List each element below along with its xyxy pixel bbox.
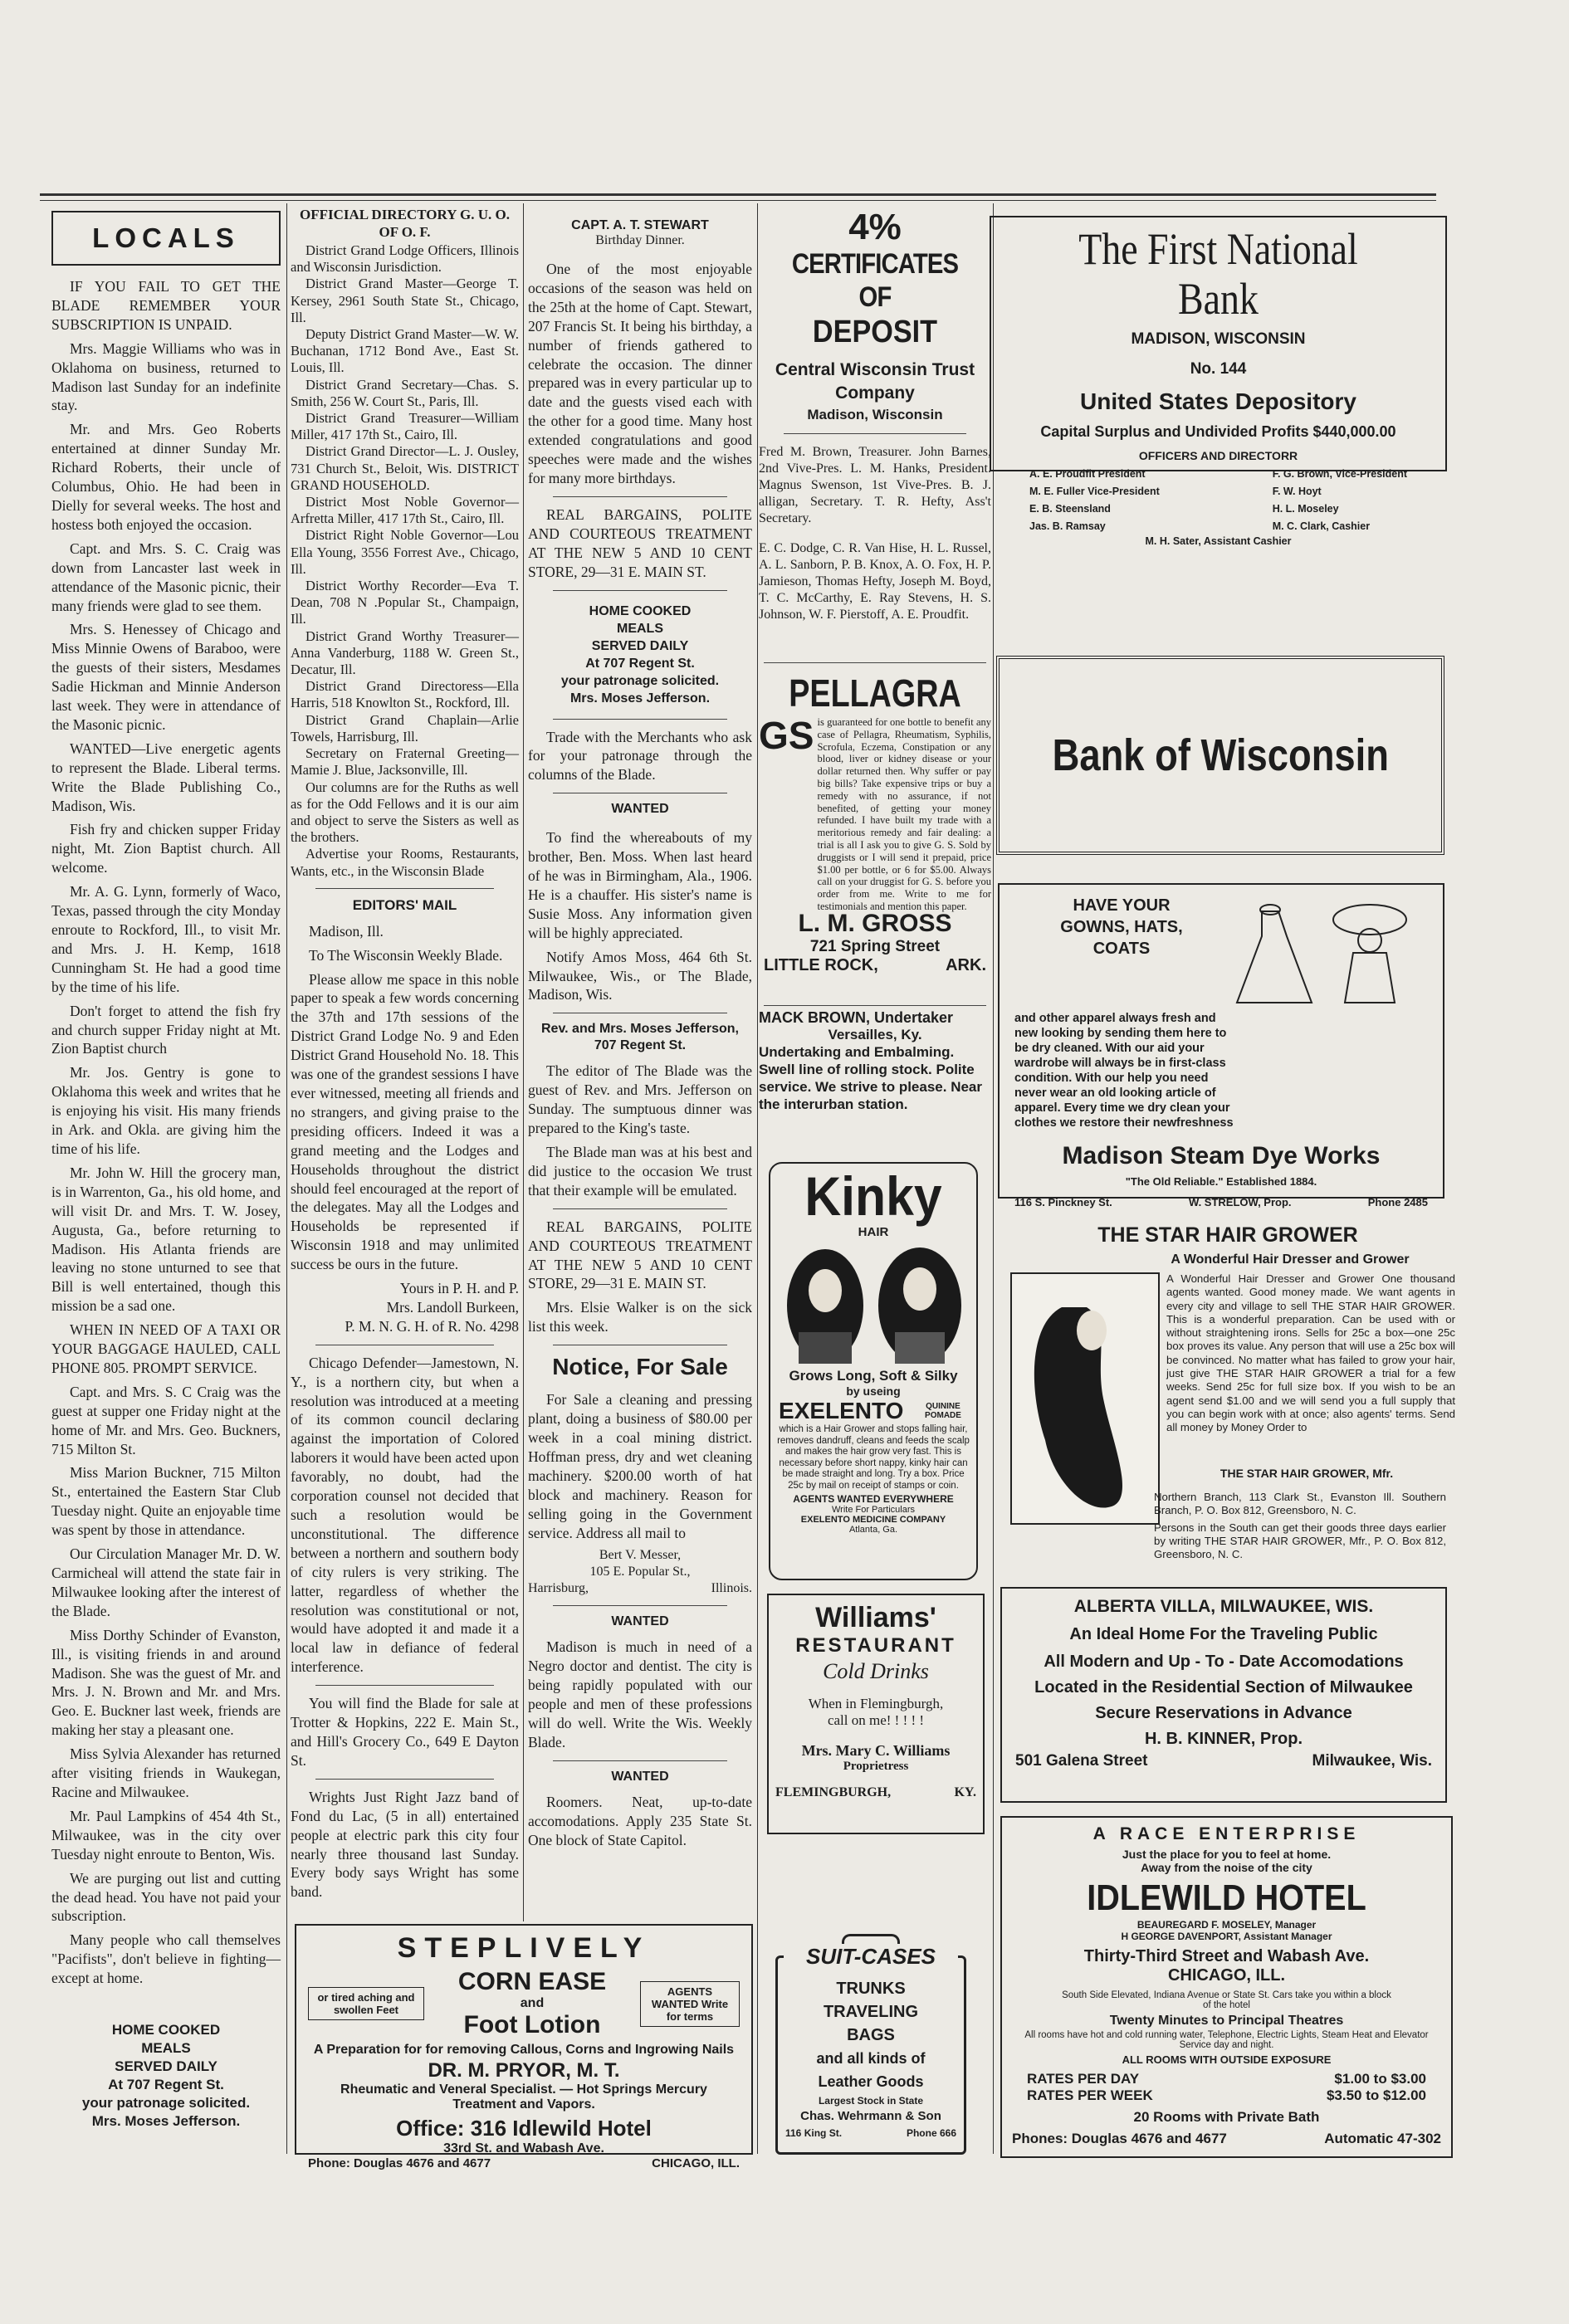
directory-column <box>291 206 519 1916</box>
col3-home-cooked-line: HOME COOKED <box>589 603 692 618</box>
pellagra-city-row <box>759 956 991 975</box>
cert-directors: E. C. Dodge, C. R. Van Hise, H. L. Russel, A. L. Sanborn, P. B. Knox, A. O. Fox, H. P. Jamieson, Thomas Hefty, Joseph M. Boyd, T. C. McCarthy, E. Ray Stevens, H. S. Johnson, W. F. Pierstoff, A. E. Proudfit. <box>759 541 991 622</box>
fnb-officer: A. E. Proudfit President <box>1029 468 1146 480</box>
editors-mail-paragraph: To The Wisconsin Weekly Blade. <box>309 946 503 964</box>
jefferson-title: Rev. and Mrs. Moses Jefferson, <box>541 1022 739 1037</box>
suitcase-name: Chas. Wehrmann & Son <box>800 2109 941 2123</box>
suitcases-ad <box>767 1931 985 2156</box>
editors-mail-title: EDITORS' MAIL <box>352 896 457 913</box>
alberta-address-row <box>1015 1752 1432 1770</box>
idlewild-title: IDLEWILD HOTEL <box>1087 1877 1366 1918</box>
dye-left <box>1014 895 1229 1011</box>
elsie-text: Mrs. Elsie Walker is on the sick list this week. <box>528 1299 752 1335</box>
fnb-cashier: M. H. Sater, Assistant Cashier <box>1145 535 1292 547</box>
mackbrown-title: MACK BROWN, Undertaker <box>759 1009 954 1026</box>
wanted-2-heading: WANTED <box>611 1614 669 1629</box>
mackbrown-ad <box>759 1009 991 1125</box>
williams-call: call on me! ! ! ! ! <box>827 1712 925 1728</box>
cert-city: Madison, Wisconsin <box>807 407 943 422</box>
fnb-officers-title: OFFICERS AND DIRECTORR <box>1138 449 1298 462</box>
idlewild-rate-week-val: $3.50 to $12.00 <box>1326 2087 1426 2103</box>
steplively-mid-row <box>308 1968 740 2039</box>
locals-paragraph: Miss Marion Buckner, 715 Milton St., entertained the Eastern Star Club Tuesday night. Quite an enjoyable time was spent by those in attendance. <box>51 1464 281 1539</box>
directory-entry: District Grand Directoress—Ella Harris, 518 Knowlton St., Rockford, Ill. <box>291 678 519 711</box>
wanted-3-text: Roomers. Neat, up-to-date accomodations. Apply 235 State St. One block of State Capitol. <box>528 1793 752 1848</box>
dye-title: Madison Steam Dye Works <box>1062 1142 1381 1169</box>
williams-state: KY. <box>954 1785 976 1799</box>
dye-head-2: GOWNS, HATS, <box>1060 918 1183 936</box>
dye-head-1: HAVE YOUR <box>1073 896 1171 915</box>
alberta-prop: H. B. KINNER, Prop. <box>1144 1730 1303 1748</box>
idlewild-rate-day-row <box>1012 2071 1441 2087</box>
dye-text: and other apparel always fresh and new looking by sending them here to be dry cleaned. With our aid your wardrobe will always be in first-class condition. With our help you need never wear an old looking article of apparel. Every time we dry clean your clothes we restore their newfreshness <box>1014 1012 1234 1130</box>
locals-paragraph: Miss Dorthy Schinder of Evanston, Ill., is visiting friends in and around Madison. She was the guest of Mr. and Mrs. J. N. Brown and Mr. and Mrs. Geo. E. Buckner last week, friends are making her stay a pleasant one. <box>51 1626 281 1739</box>
kinky-ad <box>769 1162 978 1580</box>
directory-entry: District Worthy Recorder—Eva T. Dean, 708 N .Popular St., Champaign, Ill. <box>291 578 519 627</box>
directory-entry: District Right Noble Governor—Lou Ella Young, 3556 Forrest Ave., Chicago, Ill. <box>291 527 519 577</box>
kinky-text: which is a Hair Grower and stops falling hair, removes dandruff, cleans and feeds the scalp and makes the hair grow very fast. This is necessary before short nappy, kinky hair can be made straight and long. Try a box. Price 25c by mail on receipt of stamps or coin. <box>777 1424 970 1491</box>
locals-home-cooked-line: MEALS <box>141 2040 191 2057</box>
alberta-title: ALBERTA VILLA, MILWAUKEE, WIS. <box>1073 1597 1374 1616</box>
editors-mail-paragraphs <box>291 922 519 1336</box>
suitcase-footer <box>779 2125 963 2141</box>
idlewild-transit: South Side Elevated, Indiana Avenue or State St. Cars take you within a block of the hotel <box>1062 1990 1391 2010</box>
fnb-officer: M. E. Fuller Vice-President <box>1029 486 1160 497</box>
fnb-officer: F. W. Hoyt <box>1272 486 1322 497</box>
directory-entry: Advertise your Rooms, Restaurants, Wants, etc., in the Wisconsin Blade <box>291 846 519 879</box>
locals-paragraph: Mr. John W. Hill the grocery man, is in Warrenton, Ga., his old home, and will visit Dr. and Mrs. T. W. Josey, Augusta, Ga., before returning to Madison. His Atlanta friends are leaving no stone unturned to see that Bill is well entertained, though this mission be a sad one. <box>51 1164 281 1315</box>
alberta-street: 501 Galena Street <box>1015 1752 1148 1770</box>
suitcase-l4: and all kinds of <box>816 2050 926 2067</box>
locals-paragraph: Mrs. Maggie Williams who was in Oklahoma on business, returned to Madison last Sunday for an indefinite stay. <box>51 339 281 414</box>
star-portrait <box>1010 1272 1160 1525</box>
williams-sub: RESTAURANT <box>795 1634 956 1657</box>
fnb-officer: M. C. Clark, Cashier <box>1272 520 1371 532</box>
column-rule-3 <box>757 203 758 2154</box>
fnb-officers <box>1008 462 1429 535</box>
wanted-3-heading: WANTED <box>611 1769 669 1784</box>
directory-entry: District Grand Worthy Treasurer—Anna Vanderburg, 1188 W. Green St., Decatur, Ill. <box>291 627 519 678</box>
news-column-3 <box>528 212 752 1921</box>
steplively-center <box>424 1968 640 2039</box>
alberta-line4: Secure Reservations in Advance <box>1095 1704 1352 1722</box>
directory-entries <box>291 242 519 880</box>
dye-phone: Phone 2485 <box>1367 1196 1428 1208</box>
alberta-city: Milwaukee, Wis. <box>1312 1752 1432 1770</box>
kinky-city: Atlanta, Ga. <box>848 1525 898 1535</box>
kinky-portraits <box>774 1239 971 1364</box>
directory-entry: District Grand Treasurer—William Miller, 417 17th St., Cairo, Ill. <box>291 410 519 443</box>
top-rule-2 <box>40 200 1436 201</box>
steplively-left: or tired aching and swollen Feet <box>308 1987 424 2020</box>
pellagra-title: PELLAGRA <box>789 671 961 715</box>
chicago-defender-paragraph: Wrights Just Right Jazz band of Fond du Lac, (5 in all) entertained people at electric park this city four nearly three thousand last Sunday. Every body says Wright has some band. <box>291 1788 519 1901</box>
idlewild-rooms: All rooms have hot and cold running water, Telephone, Electric Lights, Steam Heat and Elevator Service day and night. <box>1024 2030 1429 2050</box>
steplively-phone: Phone: Douglas 4676 and 4677 <box>308 2156 491 2170</box>
kinky-grows: Grows Long, Soft & Silky <box>789 1368 958 1384</box>
messer-city: Harrisburg, <box>528 1581 589 1596</box>
locals-home-cooked <box>51 2021 281 2131</box>
alberta-line1: An Ideal Home For the Traveling Public <box>1069 1625 1378 1643</box>
star-sub: A Wonderful Hair Dresser and Grower <box>1171 1252 1410 1267</box>
pellagra-body <box>759 716 991 913</box>
directory-entry: District Grand Secretary—Chas. S. Smith, 256 W. Court St., Paris, Ill. <box>291 376 519 409</box>
star-mfr: THE STAR HAIR GROWER, Mfr. <box>1220 1467 1394 1480</box>
alberta-line2: All Modern and Up - To - Date Accomodations <box>1044 1653 1404 1671</box>
locals-paragraph: Many people who call themselves "Pacifists", don't believe in fighting—except at home. <box>51 1931 281 1987</box>
steplively-office: Office: 316 Idlewild Hotel <box>396 2116 652 2141</box>
dye-footer <box>1014 1196 1428 1208</box>
pellagra-state: ARK. <box>946 955 986 974</box>
fnb-officer: Jas. B. Ramsay <box>1029 520 1106 532</box>
williams-city: FLEMINGBURGH, <box>775 1785 892 1799</box>
dye-head-3: COATS <box>1092 940 1151 958</box>
idlewild-rate-week-row <box>1012 2087 1441 2104</box>
editors-mail-paragraph: Yours in P. H. and P. <box>399 1280 519 1297</box>
fnb-officers-left <box>1029 466 1160 535</box>
locals-home-cooked-line: At 707 Regent St. <box>108 2077 224 2093</box>
suitcase-l1: TRUNKS <box>836 1980 906 1998</box>
pellagra-name: L. M. GROSS <box>798 909 952 937</box>
messer-name: Bert V. Messer, <box>599 1548 682 1563</box>
idlewild-auto: Automatic 47-302 <box>1324 2131 1441 2146</box>
idlewild-street: Thirty-Third Street and Wabash Ave. <box>1083 1947 1370 1965</box>
column-rule-1 <box>286 203 287 2154</box>
notify-text: Notify Amos Moss, 464 6th St. Milwaukee, Wis., or The Blade, Madison, Wis. <box>528 948 752 1003</box>
alberta-villa-ad <box>1000 1587 1447 1803</box>
williams-when: When in Flemingburgh, <box>808 1696 944 1711</box>
idlewild-sub1: Just the place for you to feel at home. <box>1122 1848 1332 1861</box>
directory-entry: Deputy District Grand Master—W. W. Buchanan, 1712 Bond Ave., East St. Louis, Ill. <box>291 326 519 376</box>
cert-bank: Central Wisconsin Trust Company <box>775 360 975 403</box>
wanted-1-heading: WANTED <box>611 802 669 817</box>
locals-paragraphs <box>51 277 281 1988</box>
stewart-text: One of the most enjoyable occasions of the season was held on the 25th at the home of Capt. Stewart, 207 Francis St. It being his birthday, a number of friends gathered to celebrate the occasion. The dinner prepared was in every particular up to date and the guests vised each with the other for a good time. Many host extended congratulations and good speeches were made and the wishes for many more birthdays. <box>528 261 752 486</box>
pellagra-gs-logo: GS <box>759 714 814 757</box>
messer-block <box>528 1547 752 1580</box>
locals-paragraph: Mr. Paul Lampkins of 454 4th St., Milwaukee, was in the city over Tuesday night enroute to Benton, Wis. <box>51 1807 281 1863</box>
suitcase-l2: TRAVELING <box>823 2003 919 2021</box>
dye-works-ad <box>998 883 1444 1208</box>
steplively-mid3: Foot Lotion <box>463 2011 601 2038</box>
locals-home-cooked-line: HOME COOKED <box>111 2022 221 2038</box>
fnb-officer: F. G. Brown, Vice-President <box>1272 468 1407 480</box>
kinky-sub: HAIR <box>858 1225 889 1239</box>
pellagra-text: is guaranteed for one bottle to benefit any case of Pellagra, Rheumatism, Syphilis, Scrofula, Eczema, Constipation or any blood, liver or kidney disease or your dollar returned then. Why suffer or pay big bills? Take expensive trips or buy a remedy with no assurance, if not benefited, of getting your money refunded. I have built my trade with a meritorious remedy and fair dealing: a trial is all I ask you to give G. S. Sold by druggists or I will send it prepaid, price $1.00 per bottle, or 6 for $5.00. Always call on your druggist for G. S. before you order from me. Write to me for testimonials and mention this paper. <box>817 716 991 912</box>
locals-paragraph: WANTED—Live energetic agents to represent the Blade. Liberal terms. Write the Blade Publishing Co., Madison, Wis. <box>51 740 281 814</box>
col3-home-cooked <box>528 603 752 707</box>
fnb-city: MADISON, WISCONSIN <box>1131 330 1306 348</box>
star-persons: Persons in the South can get their goods three days earlier by writing THE STAR HAIR GROWER, Mfr., P. O. Box 812, Greensboro, N. C. <box>1154 1521 1446 1561</box>
kinky-brand: EXELENTO <box>779 1398 904 1423</box>
first-national-bank-ad <box>990 216 1447 547</box>
steplively-footer <box>308 2156 740 2170</box>
col3-home-cooked-line: MEALS <box>617 621 663 636</box>
directory-entry: District Grand Director—L. J. Ousley, 731 Church St., Beloit, Wis. DISTRICT GRAND HOUSEHOLD. <box>291 443 519 493</box>
mackbrown-text: Undertaking and Embalming. Swell line of rolling stock. Polite service. We strive to please. Near the interurban station. <box>759 1044 983 1112</box>
ads-column-4 <box>759 206 991 1924</box>
steplively-mid2: and <box>520 1996 545 2010</box>
bank-wisconsin-title: Bank of Wisconsin <box>1052 730 1389 780</box>
suitcase-l3: BAGS <box>847 2026 895 2044</box>
fnb-capital: Capital Surplus and Undivided Profits $440,000.00 <box>1040 423 1396 440</box>
wanted-1-text: To find the whereabouts of my brother, Ben. Moss. When last heard of he was in Birmingham, Ala., 1906. He is a chauffer. His sister's name is Susie Moss. Any information given will be highly appreciated. <box>528 829 752 941</box>
suitcase-phone: Phone 666 <box>906 2127 956 2139</box>
fnb-officers-right <box>1273 466 1407 535</box>
directory-entry: District Grand Lodge Officers, Illinois and Wisconsin Jurisdiction. <box>291 242 519 276</box>
column-rule-2 <box>523 203 524 1921</box>
locals-home-cooked-line: SERVED DAILY <box>115 2058 218 2075</box>
col3-home-cooked-line: your patronage solicited. <box>560 673 720 688</box>
idlewild-phone-row <box>1012 2131 1441 2147</box>
col3-home-cooked-line: At 707 Regent St. <box>585 656 695 671</box>
locals-paragraph: Fish fry and chicken supper Friday night, Mt. Zion Baptist church. All welcome. <box>51 821 281 876</box>
chicago-defender-paragraphs <box>291 1354 519 1902</box>
fnb-depository: United States Depository <box>1080 388 1356 414</box>
blade-man-text: The Blade man was at his best and did justice to the occasion We trust that their example will be emulated. <box>528 1144 752 1199</box>
suitcase-lines <box>779 1977 963 2141</box>
star-branches: Northern Branch, 113 Clark St., Evanston Ill. Southern Branch, P. O. Box 812, Greensboro, N. C. <box>1154 1491 1446 1517</box>
bank-of-wisconsin-ad <box>996 656 1444 855</box>
locals-column <box>51 208 281 2150</box>
editor-text: The editor of The Blade was the guest of Rev. and Mrs. Jefferson on Sunday. The sumptuous dinner was prepared to the King's taste. <box>528 1062 752 1137</box>
williams-title: Williams' <box>815 1602 936 1633</box>
pellagra-ad <box>759 670 991 1002</box>
messer-state: Illinois. <box>711 1581 752 1596</box>
williams-city-row <box>775 1785 976 1800</box>
star-text: A Wonderful Hair Dresser and Grower One thousand agents wanted. Good money made. We want agents in every city and village to sell THE STAR HAIR GROWER. This is a wonderful preparation. Can be used with or without straightening irons. Sells for 25c a box—one 25c box proves its value. Any person that will use a 25c box will be convinced. No matter what has failed to grow your hair, just give THE STAR HAIR GROWER a trial for a few weeks. Send 25c for full size box. If you wish to be an agent send $1.00 and we will send you a full supply that you can begin work with at once; also agents' terms. Send all money by Money Order to <box>1166 1272 1455 1434</box>
trade-text: Trade with the Merchants who ask for your patronage through the columns of the Blade. <box>528 728 752 784</box>
idlewild-rate-day-val: $1.00 to $3.00 <box>1334 2071 1426 2087</box>
bargains-2: REAL BARGAINS, POLITE AND COURTEOUS TREATMENT AT THE NEW 5 AND 10 CENT STORE, 29—31 E. MAIN ST. <box>528 1218 752 1292</box>
locals-paragraph: Don't forget to attend the fish fry and church supper Friday night at Mt. Zion Baptist church <box>51 1002 281 1057</box>
top-rule <box>40 193 1436 196</box>
fnb-number: No. 144 <box>1190 360 1247 378</box>
fnb-title: The First National Bank <box>1078 224 1358 324</box>
steplively-addr: 33rd St. and Wabash Ave. <box>443 2141 604 2156</box>
dye-prop: W. STRELOW, Prop. <box>1189 1196 1292 1208</box>
chicago-defender-paragraph: Chicago Defender—Jamestown, N. Y., is a northern city, but when a resolution was introduced at a meeting of its common council declaring against the importation of Colored laborers it would have been acted upon favorably, no doubt, had the corporation counsel not decided that such a resolution would be unconstitutional. The difference between a northern and southern body of city rulers is very striking. The latter, regardless of whether the resolution was constitutional or not, would have adopted it and made it a local law in defiance of federal interference. <box>291 1354 519 1676</box>
locals-paragraph: Mr. A. G. Lynn, formerly of Waco, Texas, passed through the city Monday enroute to Rockford, Ill., to visit Mr. and Mrs. J. H. Kemp, 1618 Cunningham St. He had a good time by the time of his life. <box>51 883 281 995</box>
cert-officers: Fred M. Brown, Treasurer. John Barnes, 2nd Vive-Pres. L. M. Hanks, President. Magnus Swenson, 1st Vive-Pres. B. J. alligan, Secretary. T. R. Hefty, Ass't Secretary. <box>759 445 991 525</box>
dye-addr: 116 S. Pinckney St. <box>1014 1196 1112 1208</box>
williams-name: Mrs. Mary C. Williams <box>801 1742 951 1759</box>
stewart-title: CAPT. A. T. STEWART <box>571 218 709 232</box>
cert-line2: DEPOSIT <box>812 315 938 349</box>
mackbrown-place: Versailles, Ky. <box>828 1027 922 1042</box>
directory-entry: District Grand Master—George T. Kersey, 2961 South State St., Chicago, Ill. <box>291 276 519 325</box>
notice-text: For Sale a cleaning and pressing plant, doing a business of $80.00 per week in a coal mining district. Hoffman press, dry and wet cleaning machinery. $200.00 worth of hat block and machinery. Reason for selling going in the Government service. Address all mail to <box>528 1391 752 1541</box>
steplively-right: AGENTS WANTED Write for terms <box>640 1981 740 2027</box>
alberta-line3: Located in the Residential Section of Milwaukee <box>1034 1678 1413 1697</box>
cert-line1: CERTIFICATES OF <box>791 248 959 313</box>
williams-prop: Proprietress <box>843 1760 909 1773</box>
dye-top <box>1014 895 1428 1011</box>
idlewild-phones: Phones: Douglas 4676 and 4677 <box>1012 2131 1227 2146</box>
locals-paragraph: We are purging out list and cutting the dead head. You have not paid your subscription. <box>51 1869 281 1925</box>
idlewild-rate-week: RATES PER WEEK <box>1027 2087 1153 2103</box>
idlewild-outside: ALL ROOMS WITH OUTSIDE EXPOSURE <box>1122 2053 1332 2066</box>
steplively-title: STEPLIVELY <box>397 1932 651 1964</box>
directory-title: OFFICIAL DIRECTORY G. U. O. OF O. F. <box>299 207 511 240</box>
locals-paragraph: WHEN IN NEED OF A TAXI OR YOUR BAGGAGE HAULED, CALL PHONE 805. PROMPT SERVICE. <box>51 1321 281 1376</box>
directory-entry: District Most Noble Governor—Arfretta Miller, 417 17th St., Cairo, Ill. <box>291 494 519 527</box>
steplively-ad <box>295 1924 753 2170</box>
kinky-company: EXELENTO MEDICINE COMPANY <box>800 1515 946 1525</box>
suitcase-addr: 116 King St. <box>785 2127 843 2139</box>
star-body <box>1000 1272 1455 1525</box>
star-branches-block <box>1154 1491 1446 1561</box>
locals-paragraph: Capt. and Mrs. S. C. Craig was down from Lancaster last week in attendance of the Masonic picnic, their many friends were glad to see them. <box>51 540 281 614</box>
idlewild-mgr2: H GEORGE DAVENPORT, Assistant Manager <box>1121 1931 1332 1942</box>
editors-mail-paragraph: Please allow me space in this noble paper to speak a few words concerning the 37th and 17th sessions of the District Grand Lodge No. 9 and Eden District Grand Household No. 18. This was one of the grandest sessions I have ever witnessed, meeting all friends and no strangers, and giving praise to the presiding officers. Indeed it was a grand meeting and the Lodges and Households throughout the district should feel encouraged at the report of the delegates. May all the Lodges and Households be represented if Wisconsin 1918 and may unlimited success be ours in the future. <box>291 970 519 1273</box>
directory-entry: Secretary on Fraternal Greeting—Mamie J. Blue, Jacksonville, Ill. <box>291 745 519 779</box>
fnb-officer: E. B. Steensland <box>1029 503 1111 515</box>
jefferson-address: 707 Regent St. <box>594 1038 687 1053</box>
kinky-brand-sub: QUININE POMADE <box>925 1402 961 1420</box>
idlewild-hotel-ad <box>1000 1816 1453 2158</box>
locals-paragraph: Mrs. S. Henessey of Chicago and Miss Minnie Owens of Baraboo, were the guests of their sisters, Mesdames Sadie Hickman and Minnie Anderson last week. They were in attendance of the Masonic picnic. <box>51 621 281 733</box>
directory-entry: District Grand Chaplain—Arlie Towels, Harrisburg, Ill. <box>291 711 519 745</box>
kinky-title: Kinky <box>804 1165 942 1227</box>
locals-home-cooked-line: your patronage solicited. <box>81 2095 251 2112</box>
steplively-city: CHICAGO, ILL. <box>652 2156 740 2170</box>
steplively-mid1: CORN EASE <box>457 1968 607 1995</box>
locals-home-cooked-line: Mrs. Moses Jefferson. <box>91 2113 241 2130</box>
idlewild-bath: 20 Rooms with Private Bath <box>1133 2109 1320 2125</box>
locals-paragraph: Our Circulation Manager Mr. D. W. Carmicheal will attend the state fair in Milwaukee looking after the interest of the Blade. <box>51 1545 281 1619</box>
idlewild-rate-day: RATES PER DAY <box>1027 2071 1140 2087</box>
notice-title: Notice, For Sale <box>552 1354 728 1380</box>
chicago-defender-paragraph: You will find the Blade for sale at Trotter & Hopkins, 222 E. Main St., and Hill's Grocery Co., 649 E Dayton St. <box>291 1695 519 1769</box>
williams-drinks: Cold Drinks <box>823 1659 929 1683</box>
williams-ad <box>767 1594 985 1834</box>
column-rule-4 <box>993 203 994 2154</box>
locals-paragraph: IF YOU FAIL TO GET THE BLADE REMEMBER YOUR SUBSCRIPTION IS UNPAID. <box>51 278 281 333</box>
locals-paragraph: Miss Sylvia Alexander has returned after visiting friends in Waukegan, Racine and Milwaukee. <box>51 1745 281 1800</box>
steplively-dr: DR. M. PRYOR, M. T. <box>428 2059 620 2082</box>
bargains-1: REAL BARGAINS, POLITE AND COURTEOUS TREATMENT AT THE NEW 5 AND 10 CENT STORE, 29—31 E. MAIN ST. <box>528 505 752 580</box>
cert-percent: 4% <box>848 207 902 247</box>
locals-paragraph: Capt. and Mrs. S. C Craig was the guest at supper one Friday night at the home of Mr. and Mrs. Geo. Buckners, 715 Milton St. <box>51 1383 281 1457</box>
star-title: THE STAR HAIR GROWER <box>1097 1223 1358 1247</box>
suitcase-l6: Largest Stock in State <box>818 2095 924 2107</box>
locals-paragraph: Mr. Jos. Gentry is gone to Oklahoma this week and writes that he is enjoying his visit. His many friends in Ark. and Okla. are giving him the time of his life. <box>51 1064 281 1157</box>
idlewild-twenty: Twenty Minutes to Principal Theatres <box>1109 2014 1344 2028</box>
kinky-by: by useing <box>846 1384 901 1398</box>
kinky-agents: AGENTS WANTED EVERYWHERE <box>793 1493 954 1505</box>
idlewild-head: A RACE ENTERPRISE <box>1092 1824 1361 1843</box>
suitcase-label: SUIT-CASES <box>784 1944 958 1970</box>
editors-mail-paragraph: Mrs. Landoll Burkeen, <box>386 1298 519 1316</box>
kinky-brand-row <box>774 1398 973 1424</box>
idlewild-mgr1: BEAUREGARD F. MOSELEY, Manager <box>1136 1919 1317 1931</box>
dye-figures-illustration <box>1229 895 1428 1011</box>
fnb-officer: H. L. Moseley <box>1272 503 1339 515</box>
steplively-rheum: Rheumatic and Veneral Specialist. — Hot Springs Mercury Treatment and Vapors. <box>340 2082 707 2112</box>
certificates-ad <box>759 206 991 656</box>
locals-paragraph: Mr. and Mrs. Geo Roberts entertained at dinner Sunday Mr. Richard Roberts, their uncle of Columbus, Ohio. He had been in Dielly for several weeks. The host and hostess both enjoyed the occasion. <box>51 421 281 533</box>
kinky-write: Write For Particulars <box>831 1505 916 1515</box>
locals-title: LOCALS <box>92 222 240 253</box>
pellagra-addr: 721 Spring Street <box>809 937 941 955</box>
wanted-2-text: Madison is much in need of a Negro doctor and dentist. The city is being rapidly populated with our people and men of these professions will do well. Write the Wis. Weekly Blade. <box>528 1638 752 1750</box>
col3-home-cooked-line: SERVED DAILY <box>591 638 689 653</box>
idlewild-sub2: Away from the noise of the city <box>1141 1861 1312 1874</box>
stewart-sub: Birthday Dinner. <box>595 233 685 247</box>
locals-title-box <box>51 211 281 266</box>
pellagra-city: LITTLE ROCK, <box>764 955 878 974</box>
idlewild-city: CHICAGO, ILL. <box>1167 1966 1286 1985</box>
steplively-prep: A Preparation for for removing Callous, Corns and Ingrowing Nails <box>313 2043 735 2057</box>
messer-street: 105 E. Popular St., <box>589 1565 691 1579</box>
suitcase-l5: Leather Goods <box>818 2073 924 2090</box>
dye-tagline: "The Old Reliable." Established 1884. <box>1125 1175 1317 1188</box>
editors-mail-paragraph: Madison, Ill. <box>309 922 384 940</box>
directory-entry: Our columns are for the Ruths as well as for the Odd Fellows and it is our aim and object to serve the Sisters as well as the brothers. <box>291 779 519 846</box>
editors-mail-paragraph: P. M. N. G. H. of R. No. 4298 <box>345 1317 519 1335</box>
messer-city-row <box>528 1580 752 1597</box>
col3-home-cooked-line: Mrs. Moses Jefferson. <box>569 691 711 706</box>
